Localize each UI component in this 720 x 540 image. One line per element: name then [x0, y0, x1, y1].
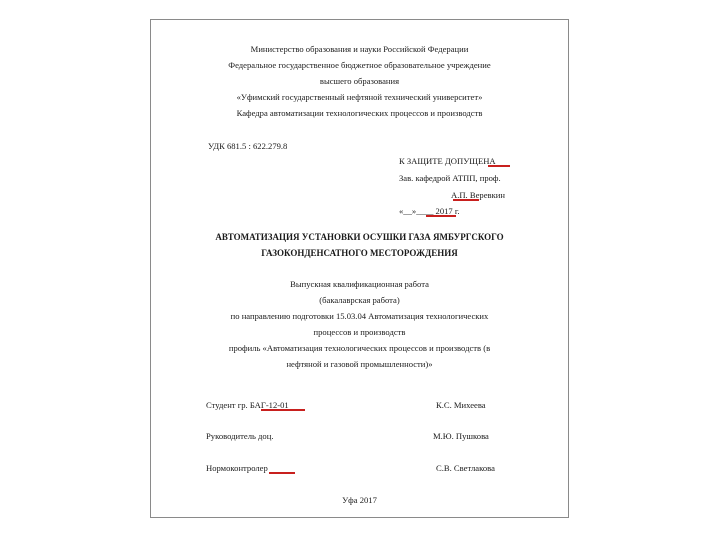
spellcheck-underline	[261, 409, 305, 411]
education-level-line: высшего образования	[319, 76, 400, 86]
university-line: «Уфимский государственный нефтяной технический университет»	[236, 92, 483, 102]
work-direction: по направлению подготовки 15.03.04 Автоматизация технологических	[230, 311, 489, 321]
udk-code: УДК 681.5 : 622.279.8	[208, 141, 288, 151]
department-line: Кафедра автоматизации технологических процессов и производств	[236, 108, 483, 118]
work-direction-cont: процессов и производств	[313, 327, 406, 337]
spellcheck-underline	[426, 215, 456, 217]
spellcheck-underline	[453, 199, 479, 201]
document-page	[150, 19, 569, 518]
ministry-line: Министерство образования и науки Российской Федерации	[250, 44, 469, 54]
approval-title: К ЗАЩИТЕ ДОПУЩЕНА	[399, 156, 496, 166]
thesis-title-line2: ГАЗОКОНДЕНСАТНОГО МЕСТОРОЖДЕНИЯ	[261, 248, 458, 258]
work-profile-cont: нефтяной и газовой промышленности)»	[286, 359, 433, 369]
approval-head-position: Зав. кафедрой АТПП, проф.	[399, 173, 501, 183]
spellcheck-underline	[269, 472, 295, 474]
work-degree: (бакалаврская работа)	[319, 295, 400, 305]
normcontrol-role: Нормоконтролер	[206, 463, 268, 473]
approval-head-name: А.П. Веревкин	[451, 190, 505, 200]
city-year: Уфа 2017	[342, 495, 377, 505]
supervisor-name: М.Ю. Пушкова	[433, 431, 489, 441]
student-role: Студент гр. БАГ-12-01	[206, 400, 289, 410]
thesis-title-line1: АВТОМАТИЗАЦИЯ УСТАНОВКИ ОСУШКИ ГАЗА ЯМБУРГСКОГО	[215, 232, 504, 242]
supervisor-role: Руководитель доц.	[206, 431, 274, 441]
spellcheck-underline	[488, 165, 510, 167]
student-name: К.С. Михеева	[436, 400, 486, 410]
work-type: Выпускная квалификационная работа	[290, 279, 429, 289]
approval-date: «__»____ 2017 г.	[399, 206, 460, 216]
institution-type-line: Федеральное государственное бюджетное образовательное учреждение	[228, 60, 491, 70]
work-profile: профиль «Автоматизация технологических процессов и производств (в	[228, 343, 491, 353]
normcontrol-name: С.В. Светлакова	[436, 463, 495, 473]
